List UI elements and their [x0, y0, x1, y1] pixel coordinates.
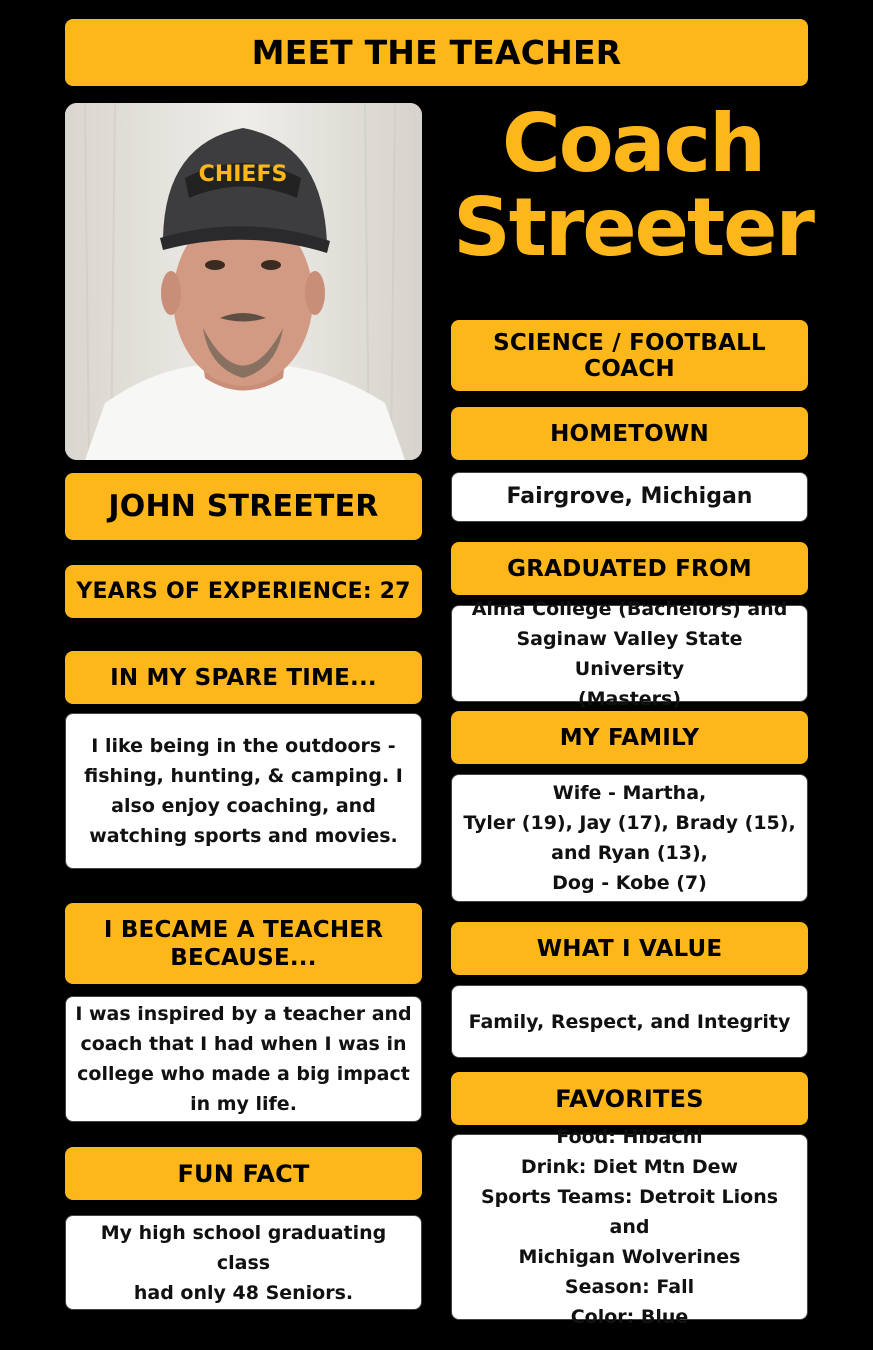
- graduated-line: Alma College (Bachelors) and: [471, 597, 788, 620]
- graduated-text: [451, 597, 808, 710]
- family-line: Tyler (19), Jay (17), Brady (15),: [463, 812, 796, 834]
- favorites-line: Drink: Diet Mtn Dew: [520, 1156, 739, 1178]
- cap-logo-text: CHIEFS: [198, 162, 288, 187]
- became-teacher-text: [65, 996, 422, 1122]
- values-heading: [451, 922, 808, 975]
- subject-banner: [451, 320, 808, 391]
- header-title: MEET THE TEACHER: [251, 33, 622, 72]
- hometown-heading-label: HOMETOWN: [550, 420, 709, 447]
- fun-fact-heading: [65, 1147, 422, 1200]
- subject-label: SCIENCE / FOOTBALL COACH: [493, 329, 766, 382]
- spare-time-line: watching sports and movies.: [89, 825, 398, 847]
- fun-fact-line: had only 48 Seniors.: [133, 1281, 354, 1304]
- hometown-text: Fairgrove, Michigan: [506, 484, 753, 509]
- values-text: [451, 985, 808, 1058]
- spare-time-text: [65, 713, 422, 869]
- experience-banner: [65, 565, 422, 618]
- became-teacher-heading-line2: BECAUSE...: [170, 944, 317, 971]
- favorites-heading-label: FAVORITES: [555, 1084, 704, 1113]
- full-name-banner: [65, 473, 422, 540]
- teacher-portrait-illustration: [65, 103, 422, 460]
- full-name-label: JOHN STREETER: [108, 489, 379, 524]
- values-heading-label: WHAT I VALUE: [536, 935, 723, 962]
- became-teacher-heading-line1: I BECAME A TEACHER: [103, 916, 384, 943]
- graduated-heading: [451, 542, 808, 595]
- values-line: Family, Respect, and Integrity: [468, 1010, 791, 1033]
- hometown-heading: [451, 407, 808, 460]
- family-heading: [451, 711, 808, 764]
- became-teacher-line: in my life.: [190, 1093, 297, 1115]
- experience-label: YEARS OF EXPERIENCE: 27: [76, 579, 411, 604]
- family-text: [451, 774, 808, 902]
- graduated-heading-label: GRADUATED FROM: [507, 555, 752, 582]
- became-teacher-heading: [65, 903, 422, 984]
- family-line: and Ryan (13),: [551, 842, 708, 864]
- favorites-text: [451, 1126, 808, 1328]
- family-line: Wife - Martha,: [552, 782, 707, 804]
- spare-time-heading: [65, 651, 422, 704]
- favorites-line: Sports Teams: Detroit Lions and: [480, 1186, 779, 1238]
- family-line: Dog - Kobe (7): [552, 872, 707, 894]
- favorites-heading: [451, 1072, 808, 1125]
- fun-fact-heading-label: FUN FACT: [177, 1159, 310, 1188]
- favorites-line: Michigan Wolverines: [518, 1246, 741, 1268]
- coach-name-title: [438, 97, 828, 274]
- favorites-line: Food: Hibachi: [556, 1126, 703, 1148]
- became-teacher-line: college who made a big impact: [77, 1063, 410, 1085]
- spare-time-heading-label: IN MY SPARE TIME...: [110, 664, 377, 691]
- favorites-line: Season: Fall: [564, 1276, 695, 1298]
- graduated-line: (Masters): [577, 687, 682, 710]
- header-banner: [65, 19, 808, 86]
- graduated-line: Saginaw Valley State University: [516, 627, 743, 680]
- spare-time-line: I like being in the outdoors -: [91, 735, 396, 757]
- fun-fact-text: [65, 1215, 422, 1310]
- spare-time-line: fishing, hunting, & camping. I: [84, 765, 403, 787]
- spare-time-line: also enjoy coaching, and: [111, 795, 376, 817]
- hometown-value: [451, 472, 808, 522]
- fun-fact-line: My high school graduating class: [100, 1221, 387, 1274]
- became-teacher-line: coach that I had when I was in: [80, 1033, 407, 1055]
- coach-name-line2: Streeter: [453, 181, 813, 274]
- favorites-line: Color: Blue: [570, 1306, 689, 1328]
- coach-name-line1: Coach: [501, 97, 765, 190]
- teacher-photo: [65, 103, 422, 460]
- became-teacher-line: I was inspired by a teacher and: [75, 1003, 412, 1025]
- family-heading-label: MY FAMILY: [559, 724, 700, 751]
